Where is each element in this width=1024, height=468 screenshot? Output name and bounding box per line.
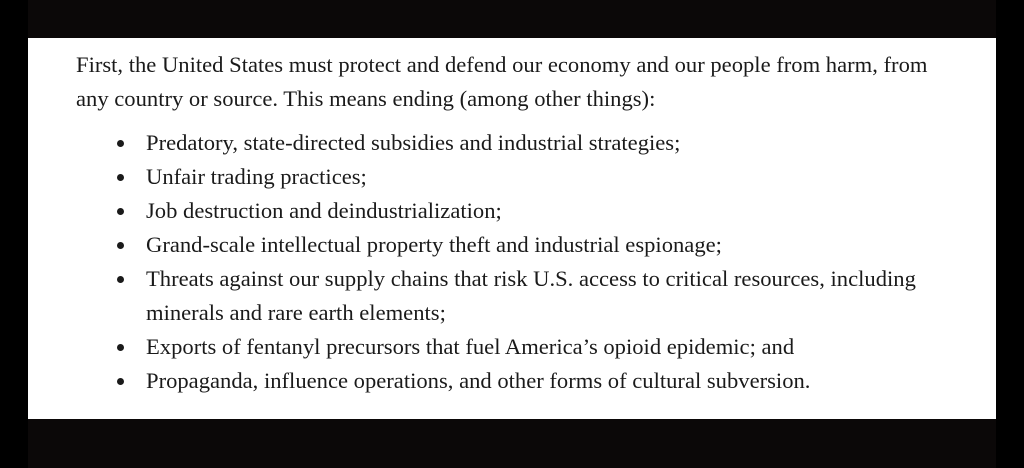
list-item-text: Exports of fentanyl precursors that fuel America’s opioid epidemic; and bbox=[146, 334, 795, 359]
intro-paragraph: First, the United States must protect and defend our economy and our people from harm, from any country or source. This means ending (among other things): bbox=[76, 52, 928, 111]
list-item-text: Unfair trading practices; bbox=[146, 164, 367, 189]
list-item-text: Propaganda, influence operations, and other forms of cultural subversion. bbox=[146, 368, 811, 393]
list-item-text: Threats against our supply chains that risk U.S. access to critical resources, including minerals and rare earth elements; bbox=[146, 266, 916, 325]
list-item bbox=[117, 364, 956, 398]
list-item bbox=[117, 262, 956, 330]
list-item bbox=[117, 160, 956, 194]
right-border bbox=[996, 0, 1024, 468]
list-item bbox=[117, 126, 956, 160]
list-item-text: Grand-scale intellectual property theft and industrial espionage; bbox=[146, 232, 722, 257]
list-item bbox=[117, 228, 956, 262]
bullet-icon bbox=[117, 140, 124, 147]
bullet-icon bbox=[117, 276, 124, 283]
list-item bbox=[117, 330, 956, 364]
bullet-icon bbox=[117, 242, 124, 249]
bullet-list bbox=[76, 126, 956, 398]
left-border bbox=[0, 0, 28, 468]
bullet-icon bbox=[117, 344, 124, 351]
document-page bbox=[28, 38, 996, 419]
list-item bbox=[117, 194, 956, 228]
bullet-icon bbox=[117, 174, 124, 181]
list-item-text: Job destruction and deindustrialization; bbox=[146, 198, 502, 223]
bullet-icon bbox=[117, 378, 124, 385]
list-item-text: Predatory, state-directed subsidies and industrial strategies; bbox=[146, 130, 681, 155]
bullet-icon bbox=[117, 208, 124, 215]
